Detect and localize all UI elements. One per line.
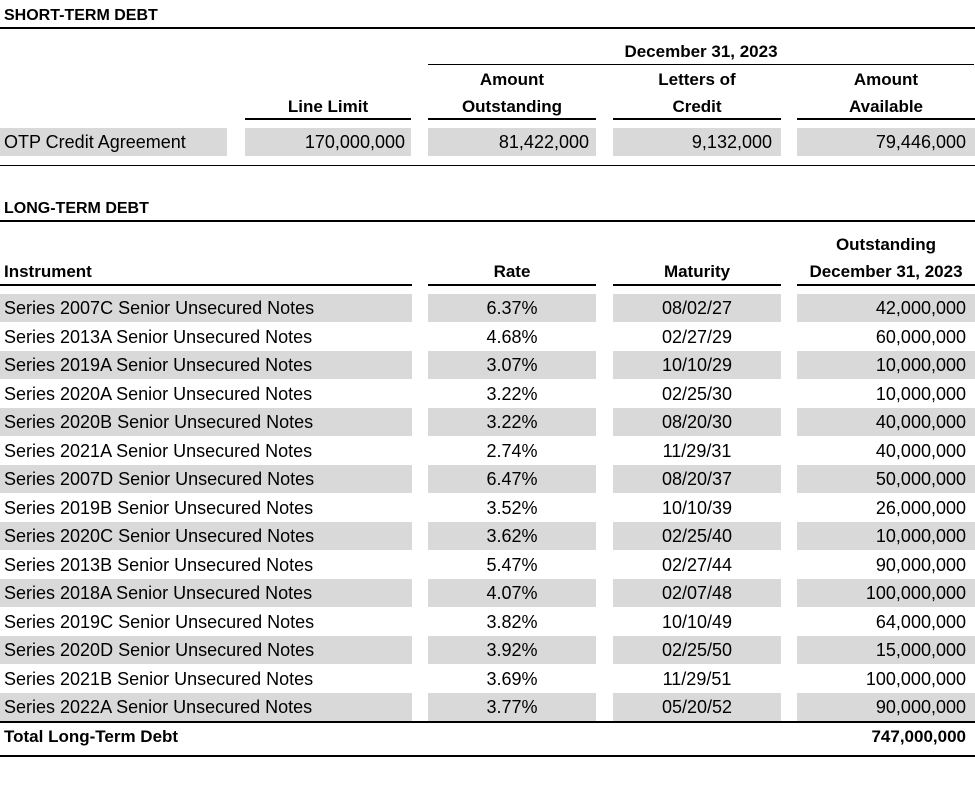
short-term-date-header: December 31, 2023 <box>624 42 778 61</box>
rate-cell: 6.47% <box>486 469 538 489</box>
outstanding-cell: 64,000,000 <box>875 612 966 632</box>
otp-line-limit-value: 170,000,000 <box>304 132 405 152</box>
instrument-cell: Series 2019B Senior Unsecured Notes <box>4 498 314 518</box>
outstanding-cell: 100,000,000 <box>865 669 966 689</box>
outstanding-cell: 10,000,000 <box>875 355 966 375</box>
rate-cell: 4.07% <box>486 583 538 603</box>
maturity-cell: 02/27/44 <box>661 555 733 575</box>
instrument-cell: Series 2013A Senior Unsecured Notes <box>4 327 313 347</box>
header-amount-available-underline <box>797 118 975 120</box>
header-instrument: Instrument <box>4 262 92 281</box>
otp-letters-of-credit-value: 9,132,000 <box>691 132 772 152</box>
total-bottom-rule <box>0 755 975 757</box>
header-line-limit-underline <box>245 118 411 120</box>
outstanding-cell: 90,000,000 <box>875 555 966 575</box>
date-header-underline <box>428 64 974 65</box>
rate-cell: 4.68% <box>486 327 538 347</box>
instrument-cell: Series 2007D Senior Unsecured Notes <box>4 469 315 489</box>
outstanding-cell: 10,000,000 <box>875 526 966 546</box>
total-long-term-debt-value: 747,000,000 <box>871 727 966 746</box>
short-term-top-rule <box>0 27 975 29</box>
outstanding-cell: 60,000,000 <box>875 327 966 347</box>
short-term-debt-title: SHORT-TERM DEBT <box>4 7 158 24</box>
otp-amount-outstanding-value: 81,422,000 <box>498 132 589 152</box>
otp-credit-agreement-label: OTP Credit Agreement <box>4 132 186 152</box>
maturity-cell: 08/02/27 <box>661 298 733 318</box>
rate-cell: 3.62% <box>486 526 538 546</box>
instrument-cell: Series 2021A Senior Unsecured Notes <box>4 441 313 461</box>
header-maturity-underline <box>613 284 781 286</box>
instrument-cell: Series 2019A Senior Unsecured Notes <box>4 355 313 375</box>
header-outstanding-line1: Outstanding <box>835 235 937 254</box>
maturity-cell: 11/29/31 <box>662 441 732 461</box>
header-instrument-underline <box>0 284 412 286</box>
maturity-cell: 10/10/49 <box>661 612 733 632</box>
instrument-cell: Series 2022A Senior Unsecured Notes <box>4 697 313 717</box>
rate-cell: 3.69% <box>486 669 538 689</box>
header-letters-of-credit-line2: Credit <box>672 97 722 116</box>
instrument-cell: Series 2021B Senior Unsecured Notes <box>4 669 314 689</box>
rate-cell: 3.82% <box>486 612 538 632</box>
maturity-cell: 08/20/37 <box>661 469 733 489</box>
rate-cell: 3.22% <box>486 384 538 404</box>
otp-amount-available-value: 79,446,000 <box>875 132 966 152</box>
header-outstanding-line2: December 31, 2023 <box>809 262 963 281</box>
maturity-cell: 02/25/30 <box>661 384 733 404</box>
instrument-cell: Series 2020C Senior Unsecured Notes <box>4 526 315 546</box>
outstanding-cell: 90,000,000 <box>875 697 966 717</box>
maturity-cell: 10/10/39 <box>661 498 733 518</box>
header-letters-of-credit-underline <box>613 118 781 120</box>
instrument-cell: Series 2019C Senior Unsecured Notes <box>4 612 315 632</box>
header-amount-available-line1: Amount <box>853 70 919 89</box>
rate-cell: 5.47% <box>486 555 538 575</box>
header-amount-available-line2: Available <box>848 97 924 116</box>
maturity-cell: 02/25/50 <box>661 640 733 660</box>
long-term-top-rule <box>0 220 975 222</box>
outstanding-cell: 40,000,000 <box>875 441 966 461</box>
instrument-cell: Series 2020B Senior Unsecured Notes <box>4 412 314 432</box>
maturity-cell: 08/20/30 <box>661 412 733 432</box>
header-line-limit: Line Limit <box>287 97 369 116</box>
rate-cell: 3.77% <box>486 697 538 717</box>
header-letters-of-credit-line1: Letters of <box>658 70 736 89</box>
header-rate: Rate <box>493 262 531 281</box>
rate-cell: 3.52% <box>486 498 538 518</box>
maturity-cell: 02/27/29 <box>661 327 733 347</box>
outstanding-cell: 40,000,000 <box>875 412 966 432</box>
outstanding-cell: 100,000,000 <box>865 583 966 603</box>
outstanding-cell: 10,000,000 <box>875 384 966 404</box>
header-amount-outstanding-line1: Amount <box>479 70 545 89</box>
instrument-cell: Series 2020A Senior Unsecured Notes <box>4 384 313 404</box>
maturity-cell: 05/20/52 <box>661 697 733 717</box>
rate-cell: 3.92% <box>486 640 538 660</box>
outstanding-cell: 26,000,000 <box>875 498 966 518</box>
instrument-cell: Series 2013B Senior Unsecured Notes <box>4 555 314 575</box>
maturity-cell: 02/07/48 <box>661 583 733 603</box>
maturity-cell: 11/29/51 <box>662 669 732 689</box>
long-term-debt-title: LONG-TERM DEBT <box>4 200 149 217</box>
rate-cell: 3.07% <box>486 355 538 375</box>
instrument-cell: Series 2007C Senior Unsecured Notes <box>4 298 315 318</box>
header-amount-outstanding-line2: Outstanding <box>461 97 563 116</box>
outstanding-cell: 42,000,000 <box>875 298 966 318</box>
rate-cell: 3.22% <box>486 412 538 432</box>
maturity-cell: 10/10/29 <box>661 355 733 375</box>
outstanding-cell: 15,000,000 <box>875 640 966 660</box>
rate-cell: 6.37% <box>486 298 538 318</box>
header-maturity: Maturity <box>663 262 731 281</box>
outstanding-cell: 50,000,000 <box>875 469 966 489</box>
header-amount-outstanding-underline <box>428 118 596 120</box>
total-long-term-debt-label: Total Long-Term Debt <box>4 727 179 746</box>
maturity-cell: 02/25/40 <box>661 526 733 546</box>
header-outstanding-underline <box>797 284 975 286</box>
short-term-bottom-rule <box>0 165 975 166</box>
instrument-cell: Series 2018A Senior Unsecured Notes <box>4 583 313 603</box>
rate-cell: 2.74% <box>486 441 538 461</box>
header-rate-underline <box>428 284 596 286</box>
instrument-cell: Series 2020D Senior Unsecured Notes <box>4 640 315 660</box>
